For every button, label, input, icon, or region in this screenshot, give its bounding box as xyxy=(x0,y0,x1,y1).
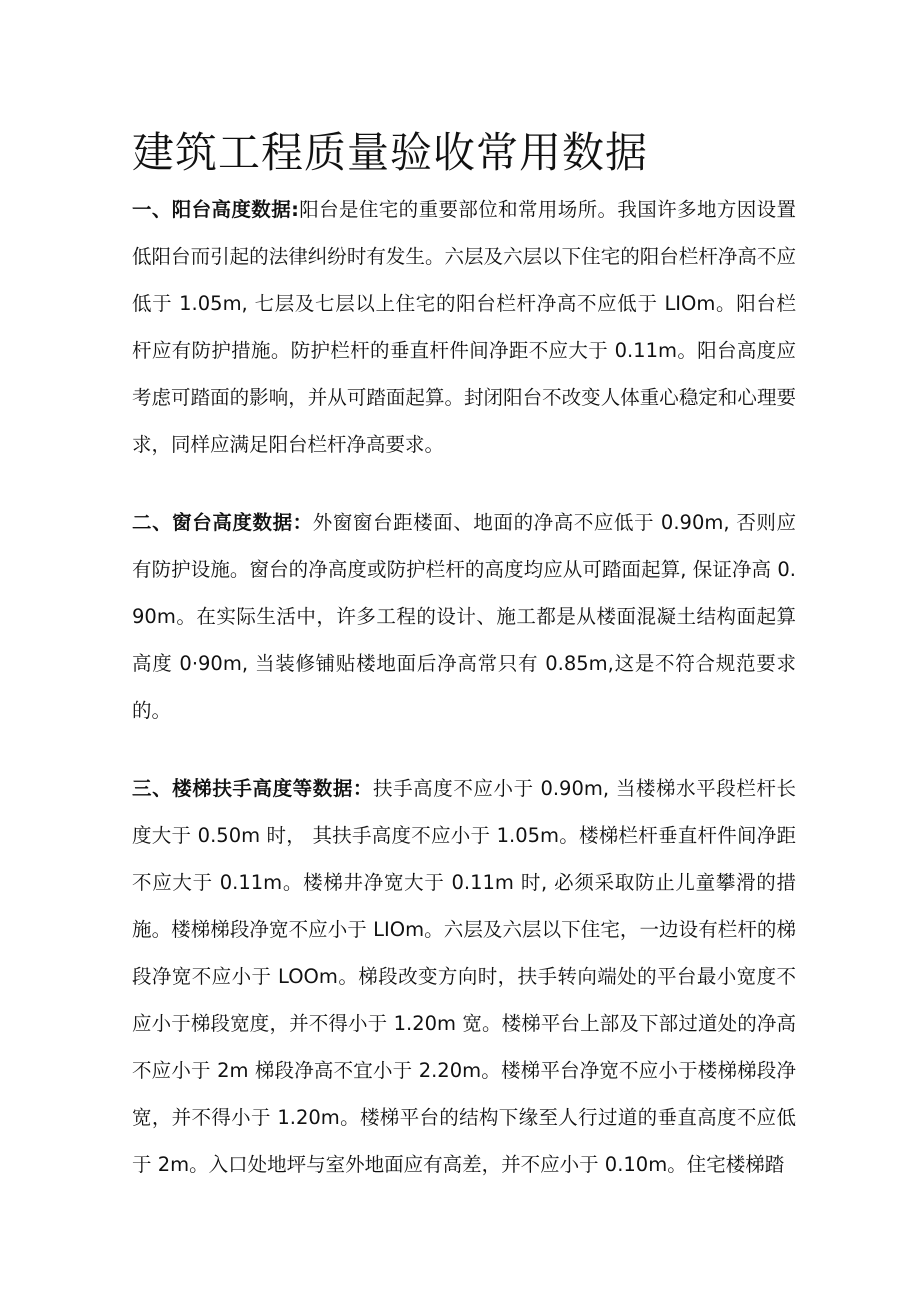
section-body: 阳台是住宅的重要部位和常用场所。我国许多地方因设置低阳台而引起的法律纠纷时有发生。六层及六层以下住宅的阳台栏杆净高不应低于 1.05m, 七层及七层以上住宅的阳台栏杆净高不应低于 LIOm。阳台栏杆应有防护措施。防护栏杆的垂直杆件间净距不应大于 0.11m。阳台高度应考虑可踏面的影响，并从可踏面起算。封闭阳台不改变人体重心稳定和心理要求，同样应满足阳台栏杆净高要求。 xyxy=(132,198,796,456)
section-heading: 一、阳台高度数据: xyxy=(132,198,299,221)
section-balcony-height xyxy=(132,186,796,468)
document-title: 建筑工程质量验收常用数据 xyxy=(132,128,649,177)
section-stair-handrail-height xyxy=(132,765,796,1188)
section-heading: 二、窗台高度数据： xyxy=(132,511,313,534)
section-heading: 三、楼梯扶手高度等数据： xyxy=(132,777,373,800)
section-body: 外窗窗台距楼面、地面的净高不应低于 0.90m, 否则应有防护设施。窗台的净高度或防护栏杆的高度均应从可踏面起算, 保证净高 0.90m。在实际生活中，许多工程的设计、施工都是从楼面混凝土结构面起算高度 0·90m, 当装修铺贴楼地面后净高常只有 0.85m,这是不符合规范要求的。 xyxy=(132,511,796,722)
section-windowsill-height xyxy=(132,499,796,734)
section-body: 扶手高度不应小于 0.90m, 当楼梯水平段栏杆长度大于 0.50m 时， 其扶手高度不应小于 1.05m。楼梯栏杆垂直杆件间净距不应大于 0.11m。楼梯井净宽大于 0.11m 时, 必须采取防止儿童攀滑的措施。楼梯梯段净宽不应小于 LIOm。六层及六层以下住宅，一边设有栏杆的梯段净宽不应小于 LOOm。梯段改变方向时，扶手转向端处的平台最小宽度不应小于梯段宽度，并不得小于 1.20m 宽。楼梯平台上部及下部过道处的净高不应小于 2m 梯段净高不宜小于 2.20m。楼梯平台净宽不应小于楼梯梯段净宽，并不得小于 1.20m。楼梯平台的结构下缘至人行过道的垂直高度不应低于 2m。入口处地坪与室外地面应有高差，并不应小于 0.10m。住宅楼梯踏 xyxy=(132,777,796,1176)
